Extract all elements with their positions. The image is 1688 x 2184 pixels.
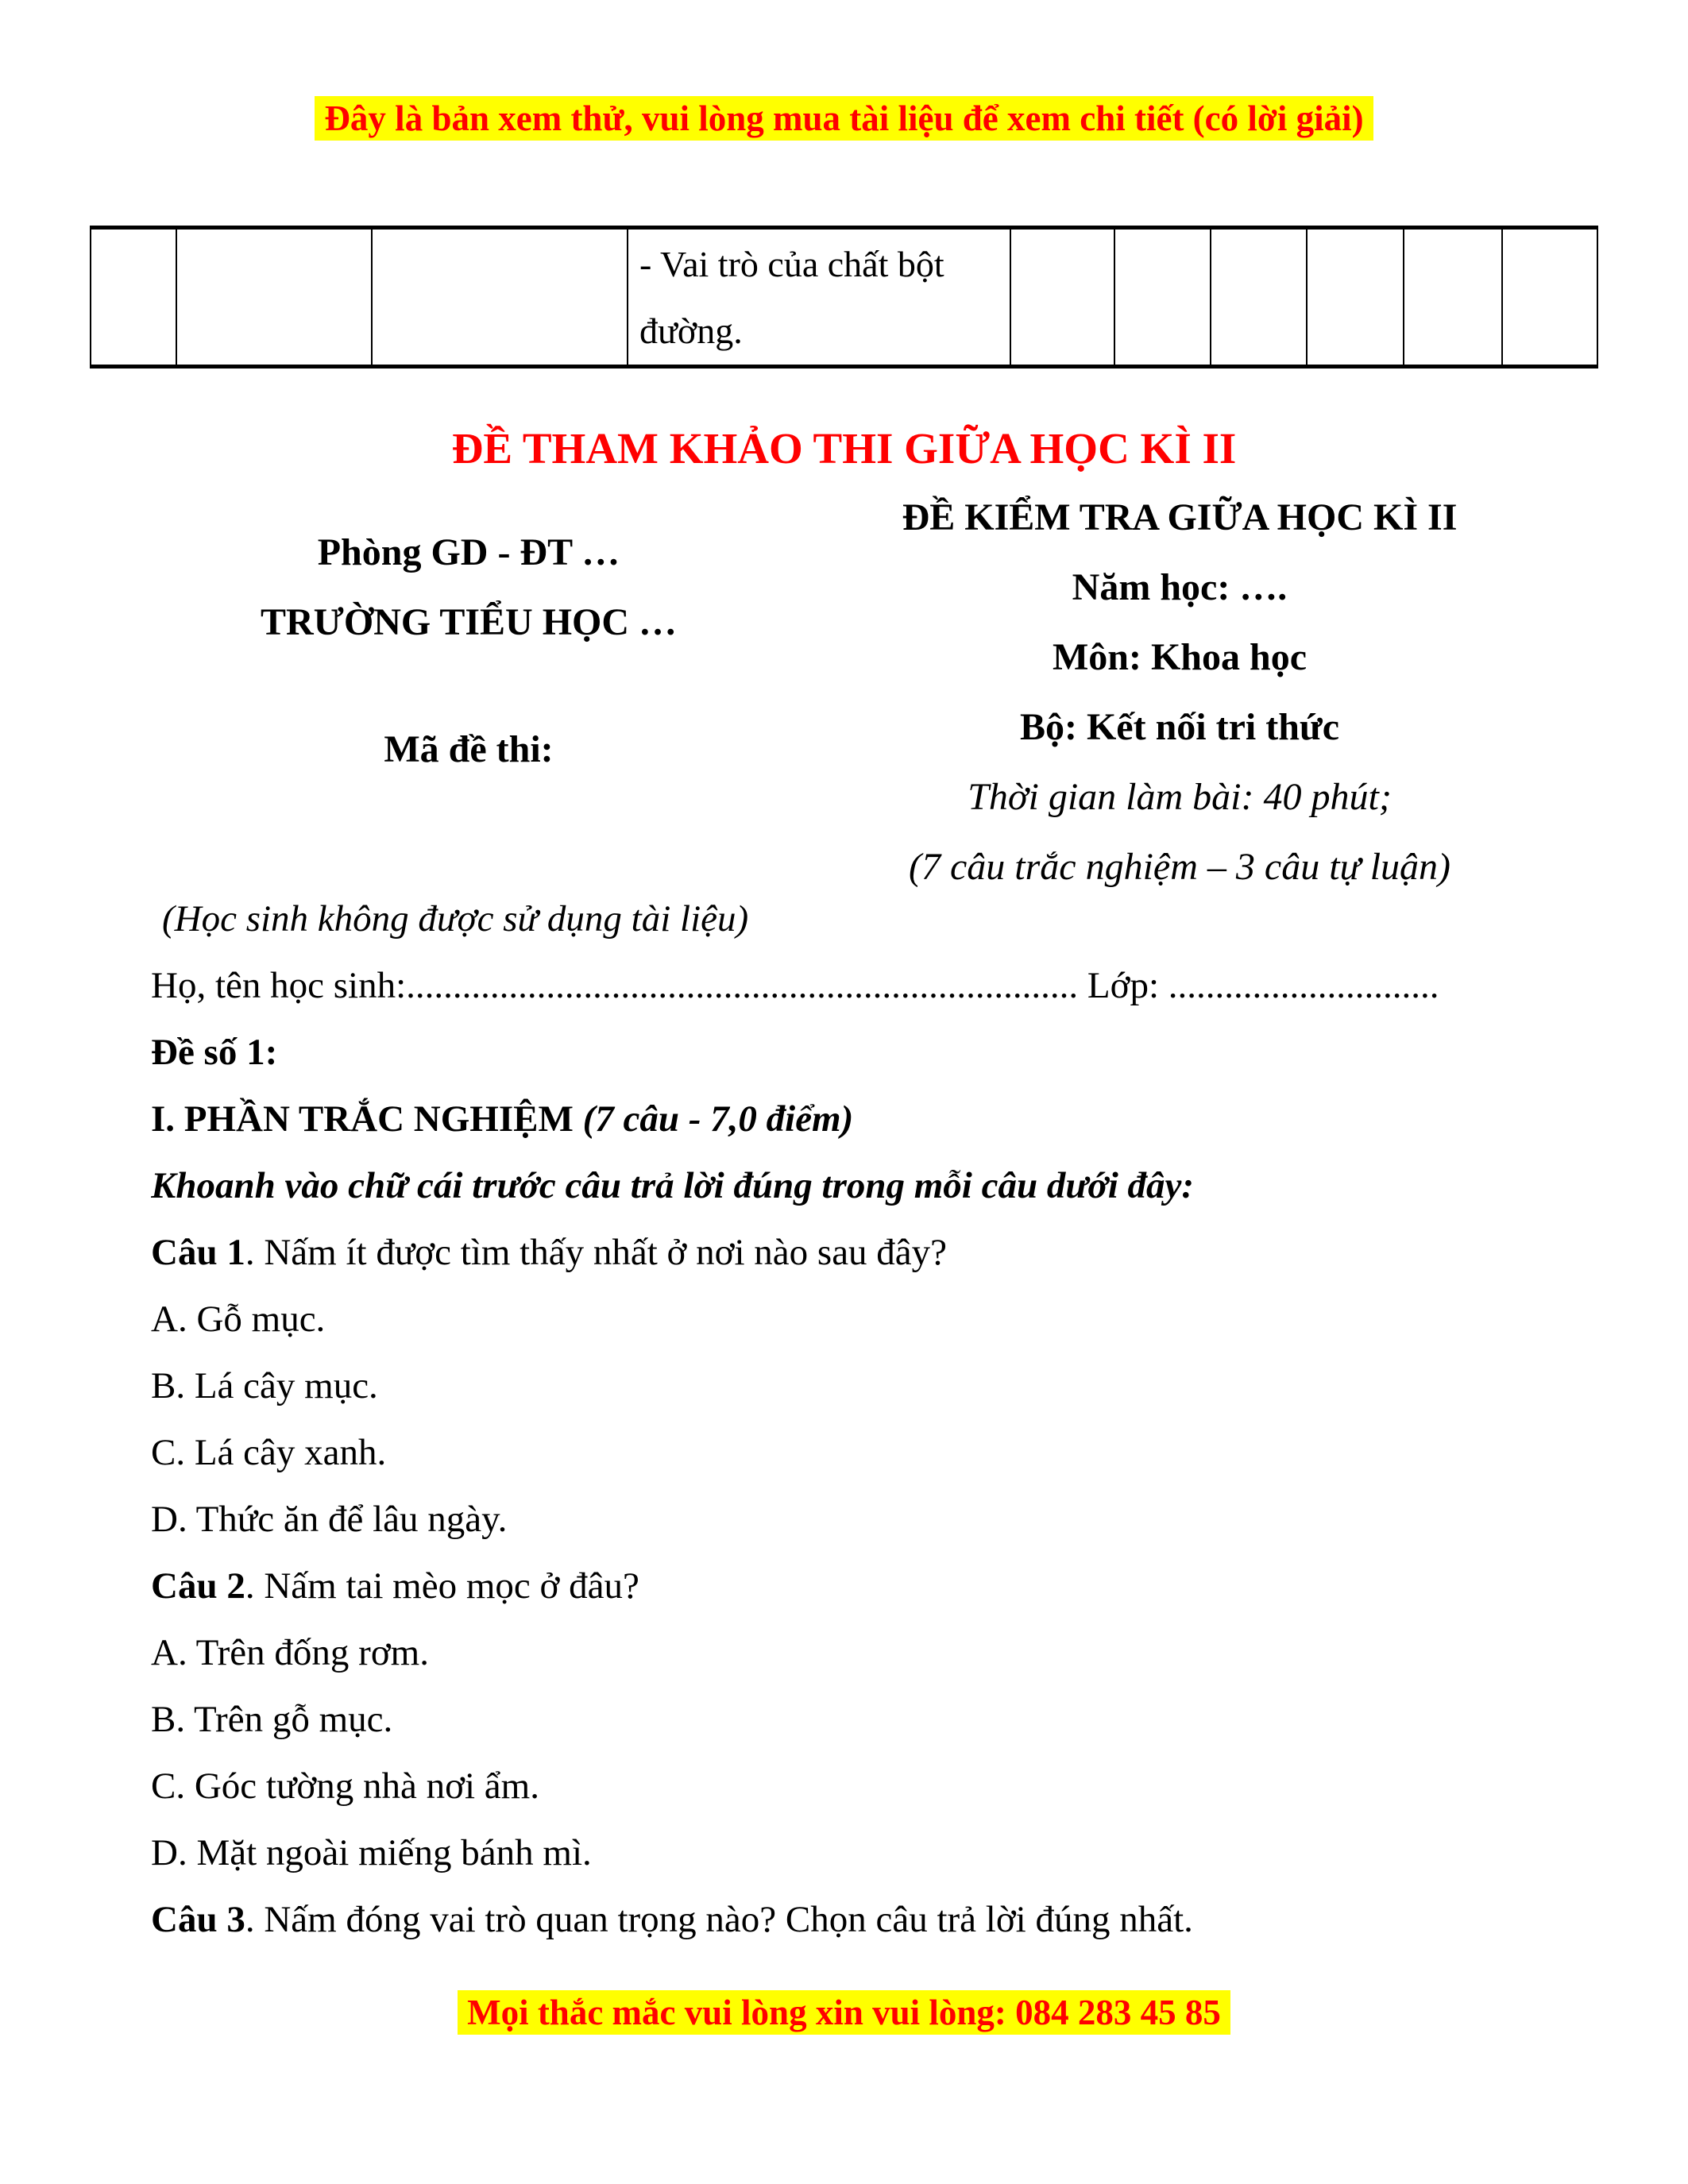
school-year-line: Năm học: …. [1072,566,1288,608]
table-cell-text: - Vai trò của chất bột đường. [639,244,944,351]
duration-line: Thời gian làm bài: 40 phút; [968,776,1392,818]
exam-title: ĐỀ KIỂM TRA GIỮA HỌC KÌ II [902,496,1458,538]
preview-banner-row [0,96,1688,141]
instruction-line: Khoanh vào chữ cái trước câu trả lời đúng trong mỗi câu dưới đây: [151,1165,1195,1206]
section-heading [151,1086,1573,1152]
student-name-label: Họ, tên học sinh: [151,965,407,1006]
section-title: I. PHẦN TRẮC NGHIỆM [151,1098,583,1140]
table-cell [1010,228,1114,367]
question-1-number: Câu 1 [151,1232,245,1273]
table-cell [176,228,372,367]
subject-line: Môn: Khoa học [1052,636,1307,678]
question-3 [151,1886,1573,1953]
question-1 [151,1219,1573,1286]
table-cell [372,228,628,367]
question-1-option-c: C. Lá cây xanh. [151,1432,387,1473]
exam-code-label: Mã đề thi: [384,728,554,770]
contact-banner: Mọi thắc mắc vui lòng xin vui lòng: 084 283 45 85 [458,1990,1230,2035]
table-cell [91,228,176,367]
spacer [151,658,786,715]
student-name-blank: ........................................................................ [406,965,1079,1006]
document-title: ĐỀ THAM KHẢO THI GIỮA HỌC KÌ II [451,424,1237,473]
question-2-number: Câu 2 [151,1565,245,1607]
question-2-option-a: A. Trên đống rơm. [151,1632,429,1673]
table-cell [1307,228,1404,367]
department-line: Phòng GD - ĐT … [317,531,620,573]
student-info-line [151,952,1573,1019]
table-cell [1114,228,1211,367]
no-materials-note: (Học sinh không được sử dụng tài liệu) [162,898,749,940]
question-1-option-d: D. Thức ăn để lâu ngày. [151,1499,508,1540]
question-2 [151,1553,1573,1619]
preview-banner: Đây là bản xem thử, vui lòng mua tài liệu để xem chi tiết (có lời giải) [315,96,1373,141]
question-2-option-d: D. Mặt ngoài miếng bánh mì. [151,1832,592,1873]
exam-set-label: Đề số 1: [151,1032,278,1073]
question-1-text: . Nấm ít được tìm thấy nhất ở nơi nào sau đây? [245,1232,948,1273]
school-header-block [151,518,786,785]
exam-header-block [786,483,1573,902]
section-note: (7 câu - 7,0 điểm) [582,1098,854,1140]
school-line: TRƯỜNG TIỂU HỌC … [260,601,678,643]
contact-banner-row [0,1990,1688,2035]
table-cell [1404,228,1502,367]
question-1-option-a: A. Gỗ mục. [151,1298,326,1340]
exam-body [151,886,1573,1953]
question-1-option-b: B. Lá cây mục. [151,1365,378,1406]
question-count-line: (7 câu trắc nghiệm – 3 câu tự luận) [908,846,1451,888]
question-2-option-c: C. Góc tường nhà nơi ẩm. [151,1765,539,1807]
matrix-table-fragment [90,226,1598,369]
class-blank: ............................. [1168,965,1439,1006]
question-3-text: . Nấm đóng vai trò quan trọng nào? Chọn câu trả lời đúng nhất. [245,1899,1193,1940]
class-label: Lớp: [1078,965,1168,1006]
book-series-line: Bộ: Kết nối tri thức [1019,706,1340,748]
table-cell [1502,228,1597,367]
table-cell [1211,228,1307,367]
table-cell-content [628,228,1010,367]
table-row [91,228,1597,367]
question-2-text: . Nấm tai mèo mọc ở đâu? [245,1565,639,1607]
question-3-number: Câu 3 [151,1899,245,1940]
question-2-option-b: B. Trên gỗ mục. [151,1699,393,1740]
